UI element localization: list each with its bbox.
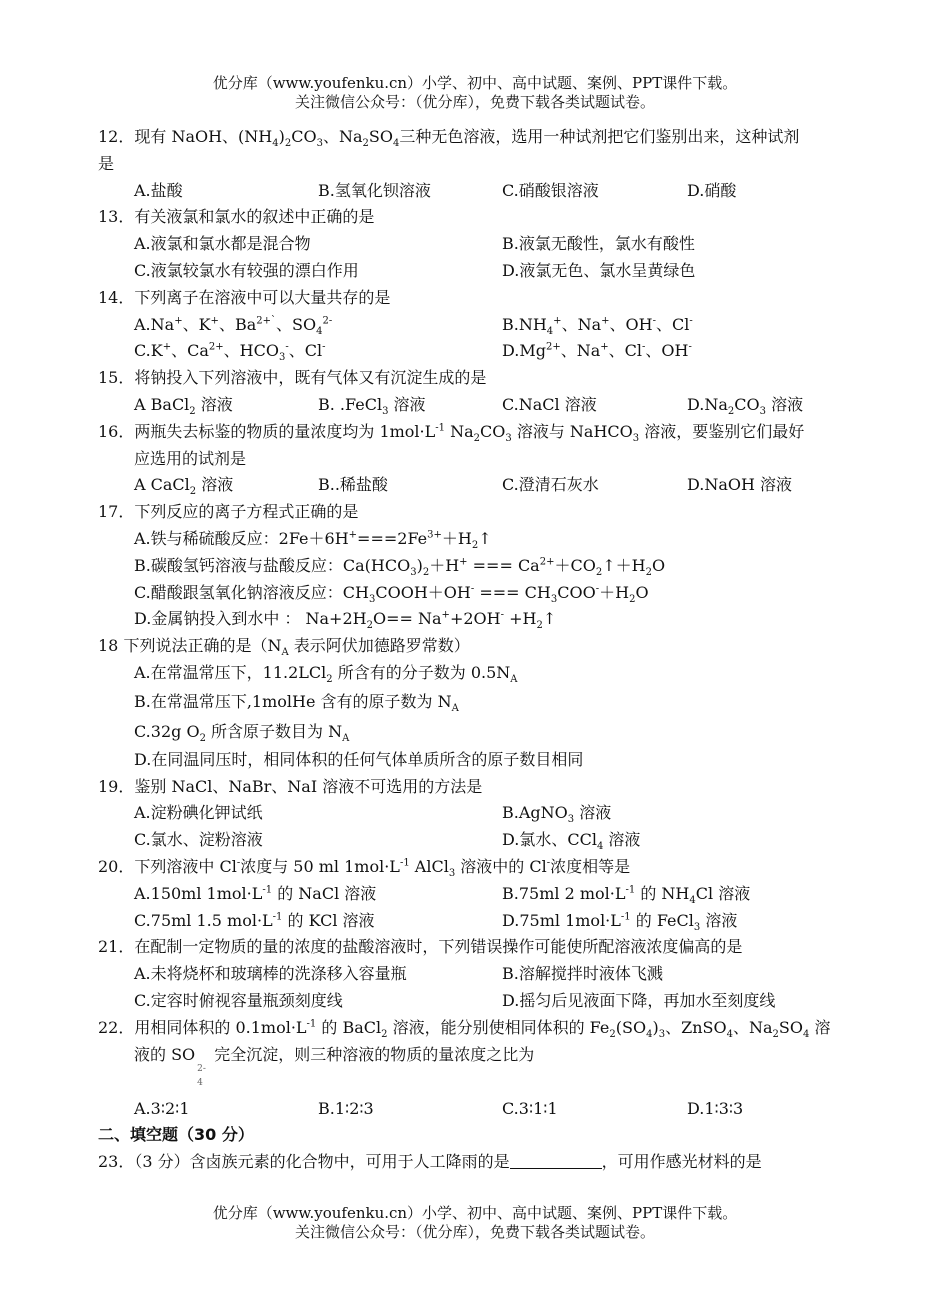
page-header [0,74,950,112]
header-line-2: 关注微信公众号：（优分库），免费下载各类试题试卷。 [294,93,655,111]
option-d: $D.Na_2CO_3$ 溶液 [687,394,804,418]
option-c: C.3∶1∶1 [502,1098,558,1118]
option-b: B.在常温常压下,1molHe 含有的原子数为 $N_A$ [134,691,459,714]
question-19-options-cd [98,827,856,854]
footer-line-2: 关注微信公众号：（优分库），免费下载各类试题试卷。 [294,1223,655,1241]
question-20-options-ab [98,881,856,908]
question-21-options-ab [98,961,856,988]
option-a: A.Na+、K+、$Ba^{2+`}$、$SO_4^{2-}$ [134,314,333,337]
question-17-stem: 17．下列反应的离子方程式正确的是 [98,502,359,522]
question-15-options [98,392,856,419]
question-13-options-cd [98,258,856,285]
option-a: A.3∶2∶1 [134,1098,190,1118]
option-b: B. .FeCl$_3$ 溶液 [318,394,426,418]
question-22-options [98,1096,856,1123]
question-21-options-cd [98,988,856,1015]
exam-content [98,124,856,1176]
question-23-stem: 23．（3 分）含卤族元素的化合物中，可用于人工降雨的是 ，可用作感光材料的是 [98,1152,762,1172]
question-16-stem-cont: 应选用的试剂是 [134,448,247,468]
question-12-stem: 12．现有 NaOH、$(NH_4)_2CO_3$、$Na_2SO_4$三种无色溶液，选用一种试剂把它们鉴别出来，这种试剂 [98,127,800,150]
option-c: C.液氯较氯水有较强的漂白作用 [134,260,359,280]
option-c: C.氯水、淀粉溶液 [134,830,263,850]
question-13-stem: 13．有关液氯和氯水的叙述中正确的是 [98,207,375,227]
footer-line-1: 优分库（www.youfenku.cn）小学、初中、高中试题、案例、PPT课件下载。 [212,1204,738,1222]
option-c: C.75ml 1.5 $mol\cdot L^{-1}$ 的 KCl 溶液 [134,910,375,930]
question-19-stem: 19．鉴别 NaCl、NaBr、NaI 溶液不可选用的方法是 [98,776,483,796]
option-d: D.金属钠投入到水中 ： $Na+2H_2O== Na^++2OH^-$ $+H_2↑$ [134,609,557,632]
option-c: C.定容时俯视容量瓶颈刻度线 [134,990,343,1010]
page-footer [0,1204,950,1242]
option-b: B.碳酸氢钙溶液与盐酸反应：$Ca(HCO_3)_2+H^+$ === $Ca^{2+}+CO_2↑+H_2O$ [134,555,666,578]
question-15-stem: 15．将钠投入下列溶液中，既有气体又有沉淀生成的是 [98,368,487,388]
option-d: D.NaOH 溶液 [687,475,793,495]
question-20-options-cd [98,908,856,935]
option-c: C.硝酸银溶液 [502,180,599,200]
question-14-options-cd [98,338,856,365]
option-c: C.澄清石灰水 [502,475,599,495]
option-a: A CaCl$_2$ 溶液 [134,475,234,498]
question-19-options-ab [98,800,856,827]
option-b: B.氢氧化钡溶液 [318,180,431,200]
option-b: B.溶解搅拌时液体飞溅 [502,964,663,984]
option-c: C.32g $O_2$ 所含原子数目为 $N_A$ [134,721,350,744]
option-d: D.在同温同压时，相同体积的任何气体单质所含的原子数目相同 [134,749,584,769]
section-heading-fill-in: 二、填空题（30 分） [98,1125,254,1145]
option-a: A BaCl$_2$ 溶液 [134,394,233,418]
question-14-stem: 14．下列离子在溶液中可以大量共存的是 [98,287,391,307]
option-c: C.NaCl 溶液 [502,394,597,414]
question-20-stem: 20．下列溶液中 Cl-浓度与 50 ml $1mol\cdot L^{-1}$ AlCl$_3$ 溶液中的 Cl-浓度相等是 [98,856,631,880]
option-b: B..稀盐酸 [318,475,388,495]
option-c: C.醋酸跟氢氧化钠溶液反应：$CH_3COOH+OH^-$ === $CH_3COO^-+H_2O$ [134,582,649,605]
option-b: B.1∶2∶3 [318,1098,374,1118]
question-22-stem-cont: 液的 SO 2- 4 完全沉淀，则三种溶液的物质的量浓度之比为 [134,1044,535,1088]
question-13-options-ab [98,231,856,258]
question-12-stem-cont: 是 [98,153,115,173]
option-a: A.液氯和氯水都是混合物 [134,234,311,254]
option-d: $D.Mg^{2+}$、Na+、Cl-、OH- [502,341,692,361]
option-a: A.在常温常压下，11.2LCl$_2$ 所含有的分子数为 $0.5N_A$ [134,662,518,686]
answer-blank[interactable] [510,1152,602,1169]
option-c: C.K+、$Ca^{2+}$、$HCO_3^-$、Cl- [134,341,326,364]
option-a: A.淀粉碘化钾试纸 [134,803,263,823]
question-12-options [98,178,856,205]
option-d: D.摇匀后见液面下降，再加水至刻度线 [502,990,776,1010]
option-b: B.液氯无酸性，氯水有酸性 [502,234,695,254]
option-a: A.未将烧杯和玻璃棒的洗涤移入容量瓶 [134,964,407,984]
option-d: D.75ml $1mol\cdot L^{-1}$ 的 FeCl$_3$ 溶液 [502,910,738,933]
question-18-stem: 18 下列说法正确的是（$N_A$ 表示阿伏加德路罗常数） [98,636,470,659]
option-d: D.1∶3∶3 [687,1098,744,1118]
option-d: D.液氯无色、氯水呈黄绿色 [502,260,696,280]
option-b: B.AgNO$_3$ 溶液 [502,803,612,826]
option-a: A.150ml $1mol\cdot L^{-1}$ 的 NaCl 溶液 [134,883,377,903]
question-21-stem: 21．在配制一定物质的量的浓度的盐酸溶液时，下列错误操作可能使所配溶液浓度偏高的是 [98,937,743,957]
header-line-1: 优分库（www.youfenku.cn）小学、初中、高中试题、案例、PPT课件下载。 [212,74,738,92]
option-b: $B.NH_4^+$、Na+、OH-、Cl- [502,314,693,337]
question-22-stem: 22．用相同体积的 $0.1mol\cdot L^{-1}$ 的 BaCl$_2$ 溶液，能分别使相同体积的 $Fe_2(SO_4)_3$、ZnSO$_4$、$Na_2SO_4$ 溶 [98,1017,831,1040]
option-a: A.铁与稀硫酸反应：$2Fe+6H^+===2Fe^{3+}+H_2↑$ [134,528,492,552]
option-a: A.盐酸 [134,180,183,200]
option-d: D.氯水、CCl$_4$ 溶液 [502,830,641,853]
question-16-stem: 16．两瓶失去标鉴的物质的量浓度均为 $1mol\cdot L^{-1}$ $Na_2CO_3$ 溶液与 NaHCO$_3$ 溶液，要鉴别它们最好 [98,421,805,444]
option-b: B.75ml 2 $mol\cdot L^{-1}$ 的 $NH_4Cl$ 溶液 [502,883,751,906]
question-14-options-ab [98,312,856,339]
question-16-options [98,472,856,499]
option-d: D.硝酸 [687,180,737,200]
